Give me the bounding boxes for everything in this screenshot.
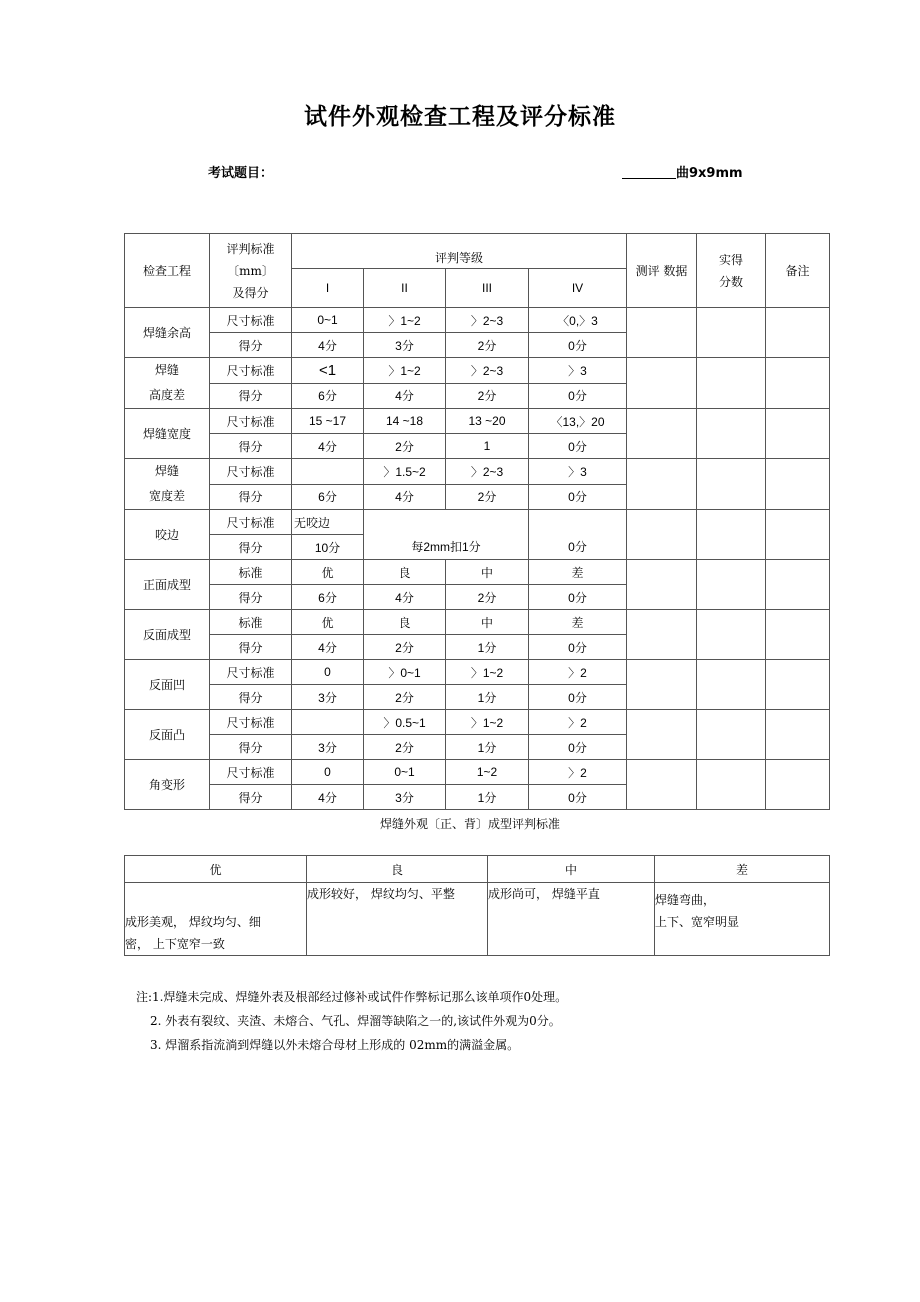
row-measure-cell [627,409,697,459]
row-score-label: 得分 [210,383,292,409]
exam-spec [622,162,743,181]
row-score-cell: 0分 [529,735,627,760]
row-std-cell: 〉1~2 [364,358,446,384]
note-line: 3. 焊溜系指流淌到焊缝以外未熔合母材上形成的 02mm的满溢金属。 [150,1038,520,1052]
header-criteria-line: 及得分 [232,285,269,300]
notes [136,985,567,1057]
row-std-cell: 〈13,〉20 [529,409,627,434]
row-std-cell: 无咬边 [292,510,364,535]
exam-blank-line [622,165,676,179]
row-std-cell: 良 [364,610,446,635]
row-score-label: 得分 [210,434,292,459]
row-std-cell: 〉2~3 [446,358,529,384]
row-remark-cell [766,710,830,760]
row-score-cell: 0分 [529,333,627,358]
row-item: 焊缝宽度 [125,409,210,459]
row-merged-rule: 每2mm扣1分 [364,510,529,560]
row-std-label: 尺寸标准 [210,459,292,485]
header-measure: 测评 数据 [627,234,697,308]
form-header-medium: 中 [488,856,655,883]
row-score-cell: 2分 [446,333,529,358]
row-score-cell [697,459,766,510]
row-score-cell [697,660,766,710]
row-std-label: 尺寸标准 [210,660,292,685]
row-score-cell: 3分 [364,785,446,810]
header-level-1: I [292,269,364,308]
row-std-cell: 0~1 [364,760,446,785]
row-score-label: 得分 [210,535,292,560]
row-score-cell: 0分 [529,685,627,710]
form-header-poor: 差 [655,856,830,883]
row-std-cell: 中 [446,560,529,585]
page-title: 试件外观检查工程及评分标准 [304,104,616,130]
row-score-cell: 4分 [364,383,446,409]
form-desc-line: 成形美观， 焊纹均匀、细 [125,915,261,929]
exam-label: 考试题目： [208,166,274,181]
form-desc-good: 成形较好， 焊纹均匀、平整 [307,883,488,956]
row-score-cell: 1分 [446,635,529,660]
row-score-cell: 2分 [364,635,446,660]
row-std-cell: 0 [292,660,364,685]
row-std-label: 尺寸标准 [210,308,292,333]
form-caption: 焊缝外观〔正、背〕成型评判标准 [379,817,560,831]
row-score-cell: 4分 [292,635,364,660]
row-score-cell [697,308,766,358]
row-score-label: 得分 [210,484,292,510]
row-item [125,358,210,409]
row-measure-cell [627,660,697,710]
row-remark-cell [766,610,830,660]
row-item: 反面成型 [125,610,210,660]
row-std-label: 标准 [210,560,292,585]
row-score-cell: 4分 [292,434,364,459]
row-score-cell [697,610,766,660]
row-score-cell: 4分 [364,484,446,510]
row-item: 反面凹 [125,660,210,710]
row-std-cell: 14 ~18 [364,409,446,434]
row-score-cell: 4分 [364,585,446,610]
row-score-cell [697,560,766,610]
form-desc-poor [655,883,830,956]
row-score-cell: 0分 [529,484,627,510]
row-std-cell: 优 [292,610,364,635]
row-std-label: 尺寸标准 [210,510,292,535]
row-std-cell: 〉2~3 [446,308,529,333]
form-desc-excellent [125,883,307,956]
row-remark-cell [766,510,830,560]
row-item [125,459,210,510]
row-std-label: 尺寸标准 [210,710,292,735]
row-score-label: 得分 [210,685,292,710]
row-std-cell: 0~1 [292,308,364,333]
form-desc-medium: 成形尚可， 焊缝平直 [488,883,655,956]
note-line: 2. 外表有裂纹、夹渣、未熔合、气孔、焊溜等缺陷之一的,该试件外观为0分。 [150,1014,561,1028]
row-score-cell: 3分 [364,333,446,358]
row-std-label: 尺寸标准 [210,358,292,384]
row-std-cell: 〉3 [529,358,627,384]
header-criteria-line: 〔mm〕 [227,263,274,278]
row-std-cell: 中 [446,610,529,635]
row-score-cell: 6分 [292,484,364,510]
row-item: 正面成型 [125,560,210,610]
row-score-label: 得分 [210,333,292,358]
row-std-cell: 〉2 [529,710,627,735]
header-criteria-line: 评判标准 [226,241,275,256]
row-std-cell: 〉1~2 [364,308,446,333]
row-score-cell: 2分 [446,383,529,409]
form-header-good: 良 [307,856,488,883]
header-item: 检查工程 [125,234,210,308]
header-level-2: II [364,269,446,308]
row-std-cell: 〈0,〉3 [529,308,627,333]
row-score-cell: 1分 [446,735,529,760]
row-score-cell: 1 [446,434,529,459]
row-score-cell: 0分 [529,785,627,810]
row-score-label: 得分 [210,635,292,660]
row-std-cell: 差 [529,560,627,585]
row-std-label: 尺寸标准 [210,760,292,785]
row-score-cell: 2分 [364,735,446,760]
row-std-cell: 良 [364,560,446,585]
header-score-line: 实得 [719,252,744,267]
row-score-label: 得分 [210,735,292,760]
row-score-cell: 4分 [292,333,364,358]
row-std-cell: 〉1~2 [446,710,529,735]
row-item: 反面凸 [125,710,210,760]
row-std-cell: 〉2 [529,760,627,785]
row-std-cell: 〉0~1 [364,660,446,685]
row-item-line: 宽度差 [148,489,185,503]
row-measure-cell [627,610,697,660]
row-score-cell [697,710,766,760]
row-std-cell: 15 ~17 [292,409,364,434]
row-item-line: 高度差 [148,388,185,402]
row-score-cell: 3分 [292,685,364,710]
header-grade: 评判等级 [292,234,627,269]
row-score-cell: 1分 [446,785,529,810]
row-measure-cell [627,560,697,610]
row-score-cell: 0分 [529,383,627,409]
row-remark-cell [766,459,830,510]
row-item-line: 焊缝 [154,363,179,377]
row-remark-cell [766,560,830,610]
row-remark-cell [766,660,830,710]
header-remark: 备注 [766,234,830,308]
row-score-cell [697,409,766,459]
form-desc-line: 密， 上下宽窄一致 [125,937,225,951]
form-desc-line: 上下、宽窄明显 [655,915,740,929]
row-score-label: 得分 [210,785,292,810]
row-measure-cell [627,760,697,810]
row-score-cell [697,760,766,810]
row-measure-cell [627,510,697,560]
row-measure-cell [627,459,697,510]
row-std-cell: 〉2~3 [446,459,529,485]
row-score-cell: 2分 [364,685,446,710]
row-std-cell: 0 [292,760,364,785]
row-score-cell: 6分 [292,383,364,409]
row-std-cell [292,459,364,485]
row-score-cell: 2分 [446,484,529,510]
row-score-cell: 0分 [529,635,627,660]
row-score-cell: 3分 [292,735,364,760]
row-score-cell: 6分 [292,585,364,610]
header-level-3: III [446,269,529,308]
row-score-cell: 0分 [529,585,627,610]
row-remark-cell [766,308,830,358]
row-score-cell: 4分 [292,785,364,810]
row-std-cell: 〉1~2 [446,660,529,685]
row-score-cell: 2分 [364,434,446,459]
row-score-cell: 1分 [446,685,529,710]
row-std-cell: 〉3 [529,459,627,485]
form-header-excellent: 优 [125,856,307,883]
row-std-cell: 13 ~20 [446,409,529,434]
row-std-cell: 〉0.5~1 [364,710,446,735]
row-score-cell: 10分 [292,535,364,560]
row-measure-cell [627,358,697,409]
row-remark-cell [766,358,830,409]
row-std-cell: <1 [292,358,364,384]
row-item: 焊缝余高 [125,308,210,358]
inspection-table [124,233,830,810]
row-std-cell: 差 [529,610,627,635]
form-desc-line: 焊缝弯曲， [655,893,716,907]
row-std-cell [292,710,364,735]
form-standard-table [124,855,830,956]
row-score-cell [697,510,766,560]
row-score-label: 得分 [210,585,292,610]
exam-spec-text: 曲9x9mm [676,166,743,181]
row-std-label: 尺寸标准 [210,409,292,434]
row-score-cell: 0分 [529,535,627,560]
row-score-cell: 0分 [529,434,627,459]
row-score-cell [697,358,766,409]
row-remark-cell [766,409,830,459]
row-remark-cell [766,760,830,810]
header-score [697,234,766,308]
row-std-cell: 1~2 [446,760,529,785]
row-item-line: 焊缝 [154,464,179,478]
row-score-cell: 2分 [446,585,529,610]
header-level-4: IV [529,269,627,308]
note-line: 注:1.焊缝未完成、焊缝外表及根部经过修补或试件作弊标记那么该单项作0处理。 [136,990,568,1004]
row-item: 角变形 [125,760,210,810]
row-measure-cell [627,308,697,358]
row-std-cell: 〉1.5~2 [364,459,446,485]
row-std-cell: 优 [292,560,364,585]
row-measure-cell [627,710,697,760]
header-criteria [210,234,292,308]
row-std-cell [529,510,627,535]
row-std-label: 标准 [210,610,292,635]
row-item: 咬边 [125,510,210,560]
header-score-line: 分数 [719,274,744,289]
row-std-cell: 〉2 [529,660,627,685]
